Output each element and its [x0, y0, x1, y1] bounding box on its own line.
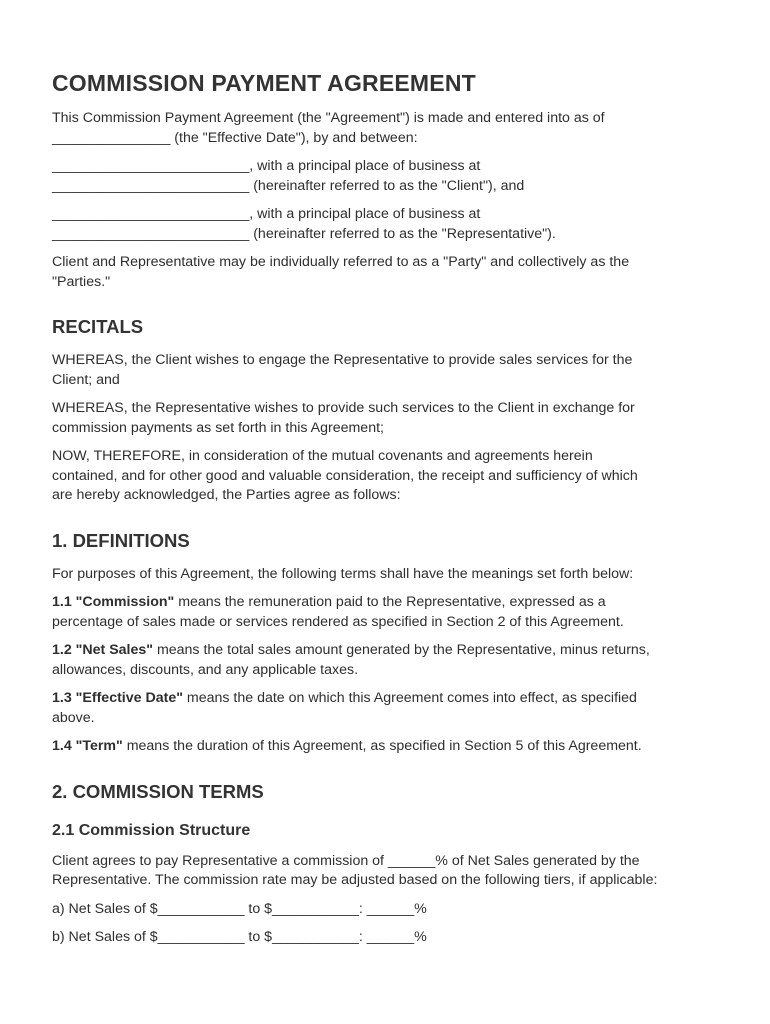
- definition-net-sales-line-1: means the total sales amount generated by the Representative, minus returns,: [153, 642, 650, 658]
- definition-commission-line-1: means the remuneration paid to the Representative, expressed as a: [174, 594, 606, 610]
- whereas-client-line-2: Client; and: [52, 371, 120, 388]
- recitals-heading: RECITALS: [52, 316, 144, 337]
- commission-tier-b-text: b) Net Sales of $___________ to $___________: ______%: [52, 929, 427, 945]
- definition-commission-line-2: percentage of sales made or services rendered as specified in Section 2 of this Agreement.: [52, 613, 624, 630]
- definition-net-sales-term: 1.2 "Net Sales": [52, 642, 153, 658]
- commission-structure-line-1: Client agrees to pay Representative a commission of ______% of Net Sales generated by the: [52, 852, 640, 869]
- client-line-2: _________________________ (hereinafter referred to as the "Client"), and: [52, 177, 525, 194]
- representative-line-2: _________________________ (hereinafter referred to as the "Representative").: [52, 225, 556, 242]
- definition-term-line-1: means the duration of this Agreement, as specified in Section 5 of this Agreement.: [122, 738, 642, 754]
- now-therefore-line-2: contained, and for other good and valuable consideration, the receipt and sufficiency of which: [52, 467, 638, 484]
- definitions-intro-text: For purposes of this Agreement, the following terms shall have the meanings set forth below:: [52, 565, 634, 582]
- definitions-heading: 1. DEFINITIONS: [52, 529, 190, 551]
- definition-term-term: 1.4 "Term": [52, 738, 123, 754]
- commission-tier-a: [52, 900, 732, 920]
- commission-tier-b: [52, 928, 732, 948]
- parties-line-1: Client and Representative may be individually referred to as a "Party" and collectively as the: [52, 254, 630, 270]
- definition-commission: [52, 593, 732, 632]
- definition-effective-date-term: 1.3 "Effective Date": [52, 690, 183, 706]
- definitions-intro: [52, 565, 732, 585]
- now-therefore-paragraph: [52, 447, 732, 506]
- client-paragraph: [52, 157, 732, 196]
- commission-structure-paragraph: [52, 852, 732, 891]
- intro-paragraph: [52, 109, 732, 148]
- client-line-1: _________________________, with a principal place of business at: [52, 158, 481, 174]
- commission-terms-heading: 2. COMMISSION TERMS: [52, 780, 264, 802]
- representative-paragraph: [52, 205, 732, 244]
- commission-structure-heading: 2.1 Commission Structure: [52, 821, 251, 839]
- representative-line-1: _________________________, with a principal place of business at: [52, 206, 481, 222]
- document-body: [52, 70, 732, 948]
- parties-paragraph: [52, 253, 732, 292]
- parties-line-2: "Parties.": [52, 273, 111, 290]
- document-title: COMMISSION PAYMENT AGREEMENT: [52, 70, 476, 96]
- definition-term: [52, 737, 732, 757]
- whereas-client-paragraph: [52, 351, 732, 390]
- now-therefore-line-1: NOW, THEREFORE, in consideration of the mutual covenants and agreements herein: [52, 448, 593, 464]
- definition-effective-date-line-1: means the date on which this Agreement comes into effect, as specified: [182, 690, 637, 706]
- now-therefore-line-3: are hereby acknowledged, the Parties agree as follows:: [52, 487, 401, 503]
- commission-structure-line-2: Representative. The commission rate may be adjusted based on the following tiers, if applicable:: [52, 872, 658, 888]
- definition-net-sales: [52, 641, 732, 680]
- definition-effective-date-line-2: above.: [52, 709, 95, 726]
- whereas-representative-paragraph: [52, 399, 732, 438]
- commission-tier-a-text: a) Net Sales of $___________ to $___________: ______%: [52, 900, 427, 917]
- whereas-representative-line-1: WHEREAS, the Representative wishes to provide such services to the Client in exchange for: [52, 400, 635, 416]
- definition-effective-date: [52, 689, 732, 728]
- definition-commission-term: 1.1 "Commission": [52, 594, 175, 610]
- intro-line-1: This Commission Payment Agreement (the "Agreement") is made and entered into as of: [52, 110, 605, 126]
- intro-line-2: _______________ (the "Effective Date"), by and between:: [52, 129, 418, 146]
- definition-net-sales-line-2: allowances, discounts, and any applicable taxes.: [52, 661, 359, 678]
- whereas-representative-line-2: commission payments as set forth in this Agreement;: [52, 419, 384, 436]
- whereas-client-line-1: WHEREAS, the Client wishes to engage the Representative to provide sales services for the: [52, 352, 633, 368]
